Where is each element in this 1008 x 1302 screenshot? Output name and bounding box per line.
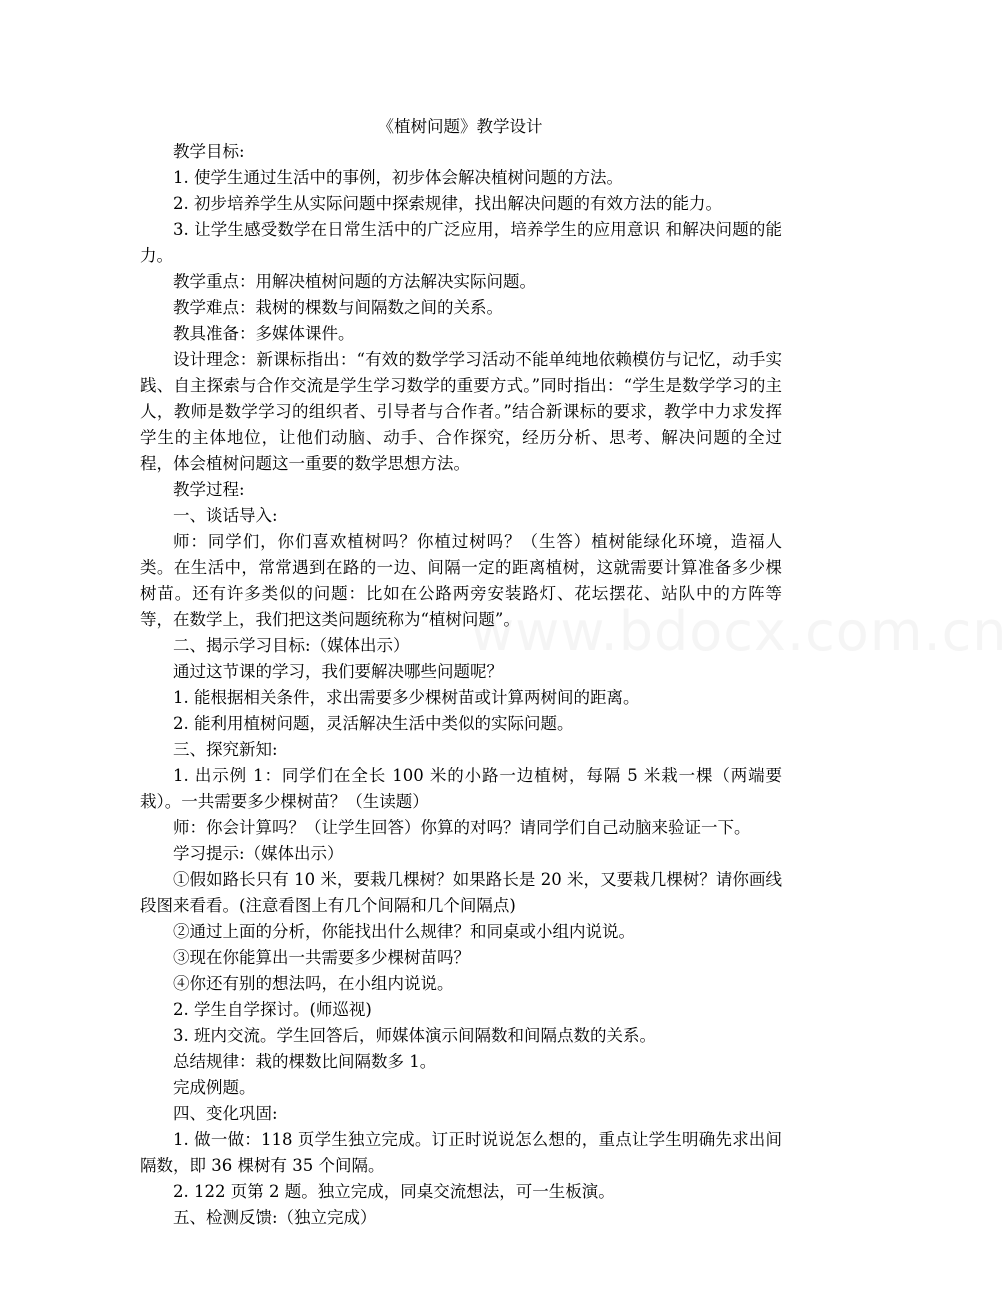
paragraph: 四、变化巩固: <box>173 1104 278 1123</box>
paragraph: 2. 学生自学探讨。(师巡视) <box>173 1000 372 1019</box>
paragraph: ②通过上面的分析，你能找出什么规律？和同桌或小组内说说。 <box>173 922 635 941</box>
paragraph: 教学重点：用解决植树问题的方法解决实际问题。 <box>173 272 536 291</box>
paragraph: 总结规律：栽的棵数比间隔数多 1。 <box>173 1052 437 1071</box>
paragraph: 三、探究新知: <box>173 740 278 759</box>
document-title: 《植树问题》教学设计 <box>377 117 543 136</box>
paragraph: 2. 122 页第 2 题。独立完成，同桌交流想法，可一生板演。 <box>173 1182 615 1201</box>
paragraph: 教学目标: <box>173 142 245 161</box>
paragraph: 师：你会计算吗？（让学生回答）你算的对吗？请同学们自己动脑来验证一下。 <box>173 818 751 837</box>
paragraph: ③现在你能算出一共需要多少棵树苗吗？ <box>173 948 470 967</box>
paragraph: 设计理念：新课标指出：“有效的数学学习活动不能单纯地依赖模仿与记忆，动手实践、自主探索与合作交流是学生学习数学的重要方式。”同时指出：“学生是数学学习的主人，教师是数学学习的组织者、引导者与合作者。”结合新课标的要求，教学中力求发挥学生的主体地位，让他们动脑、动手、合作探究，经历分析、思考、解决问题的全过程，体会植树问题这一重要的数学思想方法。 <box>140 350 782 473</box>
paragraph: 1. 使学生通过生活中的事例，初步体会解决植树问题的方法。 <box>173 168 623 187</box>
watermark: www.bdocx.com.cn <box>470 600 1008 663</box>
paragraph: ①假如路长只有 10 米，要栽几棵树？如果路长是 20 米，又要栽几棵树？请你画线段图来看看。(注意看图上有几个间隔和几个间隔点) <box>140 870 782 915</box>
paragraph: 教学难点：栽树的棵数与间隔数之间的关系。 <box>173 298 503 317</box>
paragraph: 2. 能利用植树问题，灵活解决生活中类似的实际问题。 <box>173 714 574 733</box>
paragraph: 1. 出示例 1：同学们在全长 100 米的小路一边植树，每隔 5 米栽一棵（两端要栽）。一共需要多少棵树苗？（生读题） <box>140 766 782 811</box>
document-body <box>140 139 782 1231</box>
paragraph: ④你还有别的想法吗，在小组内说说。 <box>173 974 454 993</box>
paragraph: 1. 能根据相关条件，求出需要多少棵树苗或计算两树间的距离。 <box>173 688 640 707</box>
paragraph: 2. 初步培养学生从实际问题中探索规律，找出解决问题的有效方法的能力。 <box>173 194 722 213</box>
paragraph: 3. 班内交流。学生回答后，师媒体演示间隔数和间隔点数的关系。 <box>173 1026 656 1045</box>
paragraph: 学习提示:（媒体出示） <box>173 844 344 863</box>
paragraph: 教具准备：多媒体课件。 <box>173 324 355 343</box>
paragraph: 1. 做一做：118 页学生独立完成。订正时说说怎么想的，重点让学生明确先求出间隔数，即 36 棵树有 35 个间隔。 <box>140 1130 782 1175</box>
paragraph: 通过这节课的学习，我们要解决哪些问题呢？ <box>173 662 503 681</box>
paragraph: 3. 让学生感受数学在日常生活中的广泛应用，培养学生的应用意识 和解决问题的能力。 <box>140 220 782 265</box>
paragraph: 五、检测反馈:（独立完成） <box>173 1208 377 1227</box>
paragraph: 师：同学们，你们喜欢植树吗？你植过树吗？（生答）植树能绿化环境，造福人类。在生活中，常常遇到在路的一边、间隔一定的距离植树，这就需要计算准备多少棵树苗。还有许多类似的问题：比如在公路两旁安装路灯、花坛摆花、站队中的方阵等等，在数学上，我们把这类问题统称为“植树问题”。 <box>140 532 782 629</box>
paragraph: 教学过程: <box>173 480 245 499</box>
paragraph: 二、揭示学习目标:（媒体出示） <box>173 636 410 655</box>
paragraph: 完成例题。 <box>173 1078 256 1097</box>
paragraph: 一、谈话导入: <box>173 506 278 525</box>
